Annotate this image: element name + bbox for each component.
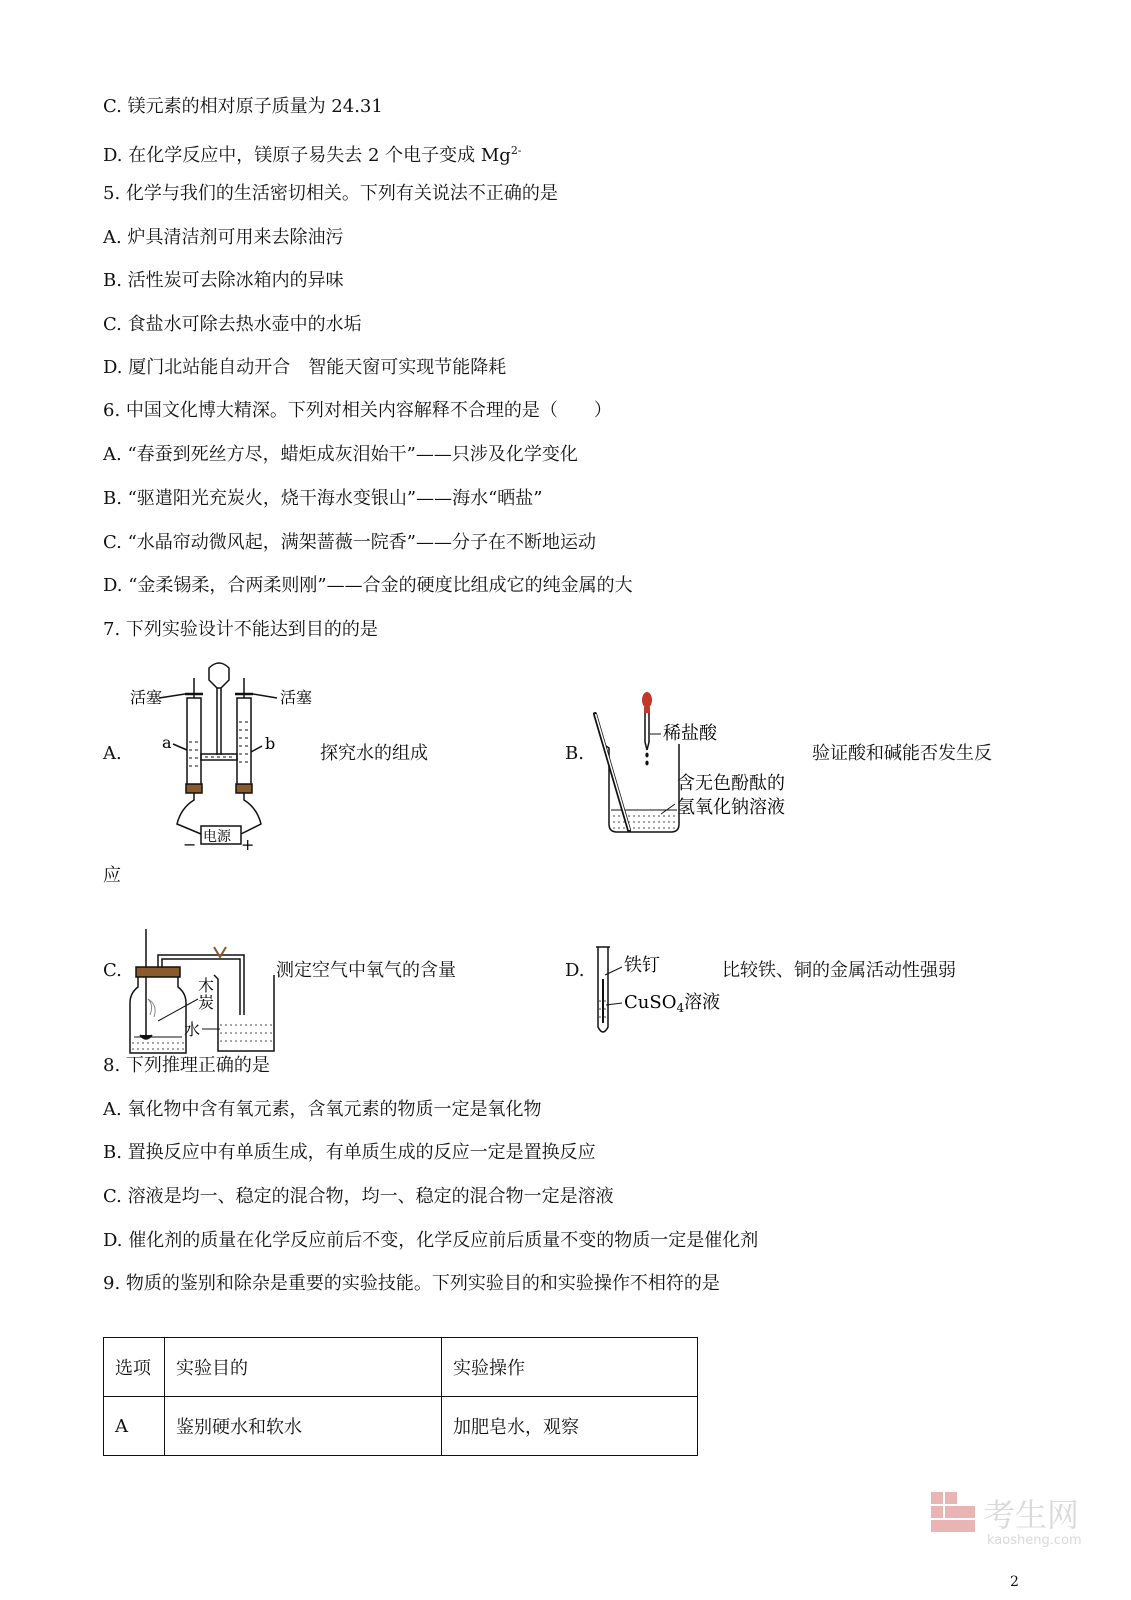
header-purpose: 实验目的 bbox=[165, 1338, 442, 1397]
q6-option-a: A. “春蚕到死丝方尽，蜡炬成灰泪始干”——只涉及化学变化 bbox=[103, 444, 578, 465]
watermark-logo-icon bbox=[931, 1486, 1101, 1556]
label-solution-line1: 含无色酚酞的 bbox=[677, 773, 785, 794]
label-minus: − bbox=[183, 835, 197, 854]
wire-positive bbox=[241, 793, 261, 834]
watermark-url: kaosheng.com bbox=[987, 1533, 1082, 1548]
watermark-text: 考生网 bbox=[983, 1496, 1080, 1534]
q9-stem: 9. 物质的鉴别和除杂是重要的实验技能。下列实验目的和实验操作不相符的是 bbox=[103, 1273, 720, 1294]
q8-option-d: D. 催化剂的质量在化学反应前后不变，化学反应前后质量不变的物质一定是催化剂 bbox=[103, 1230, 759, 1251]
q4-option-d-superscript: 2- bbox=[510, 144, 522, 157]
page-number: 2 bbox=[1010, 1574, 1019, 1590]
label-dilute-hcl: 稀盐酸 bbox=[663, 723, 717, 744]
q6-option-c: C. “水晶帘动微风起，满架蔷薇一院香”——分子在不断地运动 bbox=[103, 532, 596, 553]
q4-option-d bbox=[103, 139, 522, 168]
label-cuso4-prefix: CuSO bbox=[624, 992, 677, 1013]
q5-option-b: B. 活性炭可去除冰箱内的异味 bbox=[103, 270, 344, 291]
header-option: 选项 bbox=[104, 1338, 165, 1397]
dropper-bulb bbox=[642, 692, 652, 708]
q7-d-figure bbox=[596, 943, 726, 1039]
label-a: a bbox=[162, 733, 172, 752]
q7-b-caption: 验证酸和碱能否发生反 bbox=[812, 743, 992, 764]
table-row bbox=[104, 1397, 698, 1456]
q6-option-b: B. “驱遣阳光充炭火，烧干海水变银山”——海水“晒盐” bbox=[103, 488, 543, 509]
q4-option-d-text: D. 在化学反应中，镁原子易失去 2 个电子变成 Mg bbox=[103, 145, 511, 166]
q7-d-letter: D. bbox=[565, 960, 585, 981]
label-power-supply: 电源 bbox=[203, 829, 231, 845]
q7-b-caption-wrap: 应 bbox=[103, 865, 121, 886]
label-cuso4-subscript: 4 bbox=[676, 1001, 685, 1015]
right-tube bbox=[237, 698, 251, 786]
label-water: 水 bbox=[184, 1020, 201, 1039]
q8-option-a: A. 氧化物中含有氧元素，含氧元素的物质一定是氧化物 bbox=[103, 1099, 542, 1120]
label-plus: + bbox=[241, 835, 255, 854]
test-tube-diagram bbox=[596, 943, 726, 1039]
q5-option-c: C. 食盐水可除去热水壶中的水垢 bbox=[103, 314, 362, 335]
label-stopcock-left: 活塞 bbox=[130, 688, 163, 707]
q7-a-figure bbox=[125, 658, 325, 858]
q7-stem: 7. 下列实验设计不能达到目的的是 bbox=[103, 619, 378, 640]
q7-c-caption: 测定空气中氧气的含量 bbox=[276, 960, 456, 981]
q5-stem: 5. 化学与我们的生活密切相关。下列有关说法不正确的是 bbox=[103, 183, 558, 204]
q5-option-d: D. 厦门北站能自动开合 智能天窗可实现节能降耗 bbox=[103, 357, 507, 378]
label-b: b bbox=[265, 734, 276, 753]
q4-option-c: C. 镁元素的相对原子质量为 24.31 bbox=[103, 96, 383, 117]
q8-stem: 8. 下列推理正确的是 bbox=[103, 1055, 270, 1076]
row-a-operation: 加肥皂水，观察 bbox=[442, 1397, 698, 1456]
q8-option-b: B. 置换反应中有单质生成，有单质生成的反应一定是置换反应 bbox=[103, 1142, 596, 1163]
q5-option-a: A. 炉具清洁剂可用来去除油污 bbox=[103, 227, 344, 248]
q7-a-letter: A. bbox=[103, 743, 122, 764]
beaker-dropper-diagram bbox=[595, 692, 815, 847]
q7-b-figure bbox=[595, 692, 815, 847]
oxygen-content-diagram bbox=[128, 925, 278, 1055]
watermark bbox=[931, 1486, 1101, 1560]
label-stopcock-right: 活塞 bbox=[280, 688, 313, 707]
dropper-tube bbox=[645, 713, 649, 750]
label-iron-nail: 铁钉 bbox=[624, 955, 660, 976]
q7-c-figure bbox=[128, 925, 278, 1055]
reservoir-funnel bbox=[209, 663, 229, 688]
row-a-purpose: 鉴别硬水和软水 bbox=[165, 1397, 442, 1456]
q6-option-d: D. “金柔锡柔，合两柔则刚”——合金的硬度比组成它的纯金属的大 bbox=[103, 575, 633, 596]
q9-table bbox=[103, 1337, 698, 1456]
q6-stem: 6. 中国文化博大精深。下列对相关内容解释不合理的是（ ） bbox=[103, 400, 612, 421]
beaker bbox=[603, 744, 679, 832]
label-charcoal-2: 炭 bbox=[198, 993, 215, 1012]
label-solution-line2: 氢氧化钠溶液 bbox=[677, 797, 785, 818]
table-header-row bbox=[104, 1338, 698, 1397]
label-charcoal-1: 木 bbox=[198, 976, 215, 995]
row-a-option: A bbox=[104, 1397, 165, 1456]
gas-bottle bbox=[130, 977, 186, 1053]
q7-a-caption: 探究水的组成 bbox=[320, 743, 428, 764]
label-cuso4-suffix: 溶液 bbox=[684, 992, 721, 1013]
q7-c-letter: C. bbox=[103, 960, 122, 981]
q7-b-letter: B. bbox=[565, 743, 584, 764]
q7-d-caption: 比较铁、铜的金属活动性强弱 bbox=[722, 960, 956, 981]
label-cuso4 bbox=[624, 992, 720, 1015]
q8-option-c: C. 溶液是均一、稳定的混合物，均一、稳定的混合物一定是溶液 bbox=[103, 1186, 614, 1207]
header-operation: 实验操作 bbox=[442, 1338, 698, 1397]
wire-negative bbox=[177, 793, 201, 834]
bottle-stopper bbox=[136, 967, 180, 977]
water-electrolysis-diagram bbox=[125, 658, 325, 858]
